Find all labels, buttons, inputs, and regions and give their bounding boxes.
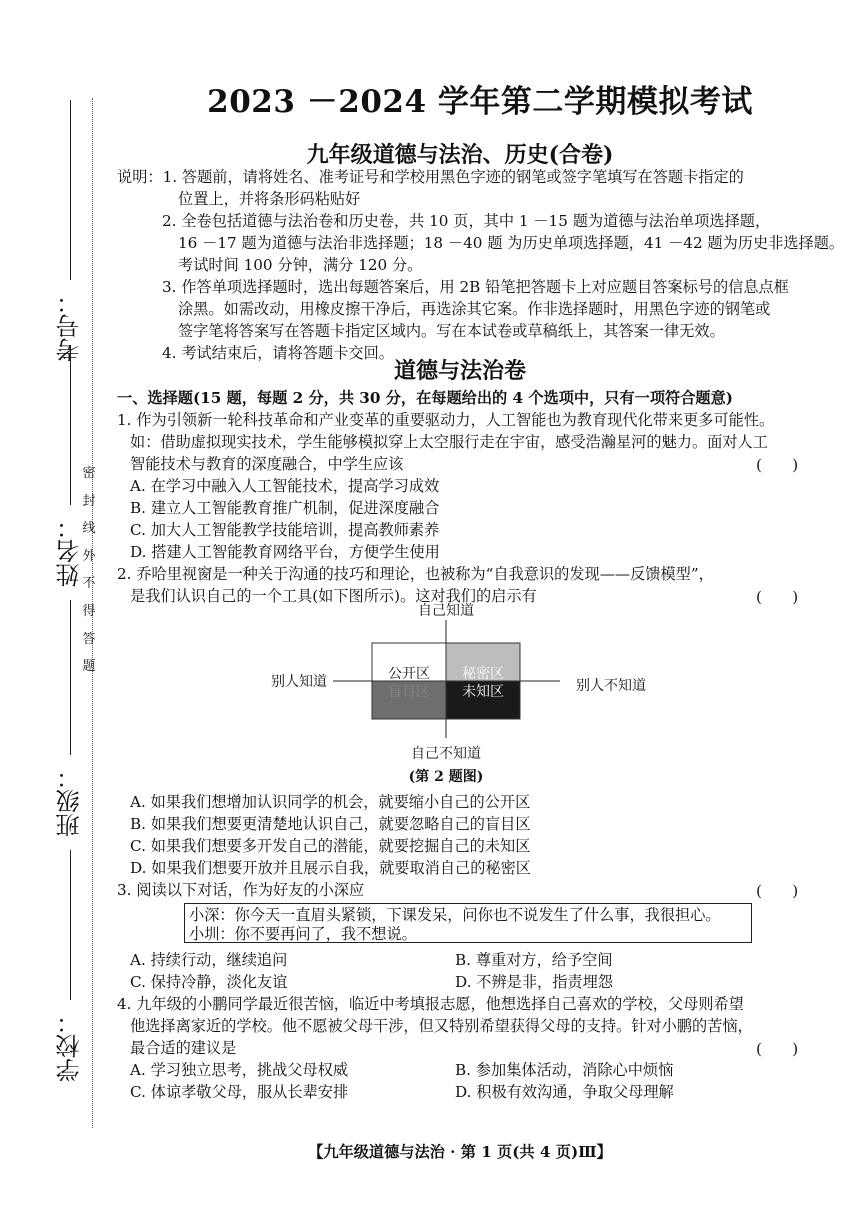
question-2-option-c[interactable]: C. 如果我们想要多开发自己的潜能，就要挖掘自己的未知区 [130,837,531,855]
instruction-line: 4. 考试结束后，请将答题卡交回。 [162,344,394,362]
question-2-option-b[interactable]: B. 如果我们想要更清楚地认识自己，就要忽略自己的盲目区 [130,815,531,833]
quadrant-blind-label: 盲目区 [388,684,430,700]
question-1-option-d[interactable]: D. 搭建人工智能教育网络平台，方便学生使用 [130,543,440,561]
exam-subtitle: 九年级道德与法治、历史(合卷) [306,142,614,168]
instruction-line: 16 －17 题为道德与法治非选择题；18 －40 题 为历史单项选择题，41 －42 题为历史非选择题。 [178,234,845,252]
page-footer: 【九年级道德与法治 · 第 1 页(共 4 页)Ⅲ】 [308,1143,612,1161]
xuexiao-fill-line[interactable] [70,850,71,1000]
figure-caption: (第 2 题图) [408,769,484,785]
kaohao-fill-line[interactable] [70,100,71,280]
question-4-option-b[interactable]: B. 参加集体活动，消除心中烦恼 [455,1061,674,1079]
question-3-option-d[interactable]: D. 不辨是非，指责埋怨 [455,973,613,991]
instruction-line: 3. 作答单项选择题时，选出每题答案后，用 2B 铅笔把答题卡上对应题目答案标号的信息点框 [162,278,789,296]
question-4-option-d[interactable]: D. 积极有效沟通，争取父母理解 [455,1083,674,1101]
question-3-option-b[interactable]: B. 尊重对方，给予空间 [455,951,613,969]
question-2-stem: 2. 乔哈里视窗是一种关于沟通的技巧和理论，也被称为“自我意识的发现——反馈模型”， [117,565,714,583]
instruction-line: 说明：1. 答题前，请将姓名、准考证号和学校用黑色字迹的钢笔或签字笔填写在答题卡指定的 [117,168,744,186]
label-self-unknown: 自己不知道 [411,746,481,762]
quadrant-unknown-label: 未知区 [462,684,504,700]
answer-paren[interactable]: ( ) [756,1040,799,1058]
label-self-known: 自己知道 [418,603,474,619]
dialog-box [184,903,752,943]
label-others-known: 别人知道 [271,674,327,690]
section-heading: 一、选择题(15 题，每题 2 分，共 30 分，在每题给出的 4 个选项中，只有一项符合题意) [117,389,733,407]
question-1-option-a[interactable]: A. 在学习中融入人工智能技术，提高学习成效 [130,477,440,495]
instruction-line: 签字笔将答案写在答题卡指定区域内。写在本试卷或草稿纸上，其答案一律无效。 [178,322,725,340]
question-1-stem: 1. 作为引领新一轮科技革命和产业变革的重要驱动力，人工智能也为教育现代化带来更多可能性。 [117,411,775,429]
label-others-unknown: 别人不知道 [576,678,646,694]
quadrant-open-label: 公开区 [388,666,430,682]
instruction-line: 考试时间 100 分钟，满分 120 分。 [178,256,423,274]
question-2-stem: 是我们认识自己的一个工具(如下图所示)。这对我们的启示有 [130,587,537,605]
question-3-option-a[interactable]: A. 持续行动，继续追问 [130,951,288,969]
johari-window-figure [0,598,860,798]
question-4-stem: 4. 九年级的小鹏同学最近很苦恼，临近中考填报志愿，他想选择自己喜欢的学校，父母则希望 [117,995,744,1013]
exam-title: 2023 －2024 学年第二学期模拟考试 [207,84,753,120]
question-4-option-a[interactable]: A. 学习独立思考，挑战父母权威 [130,1061,349,1079]
question-4-stem: 他选择离家近的学校。他不愿被父母干涉，但又特别希望获得父母的支持。针对小鹏的苦恼， [130,1017,753,1035]
quadrant-secret-label: 秘密区 [462,666,504,682]
seal-text: 密 封 线 外 不 得 答 题 [82,466,96,675]
instruction-line: 涂黑。如需改动，用橡皮擦干净后，再选涂其它案。作非选择题时，用黑色字迹的钢笔或 [178,300,771,318]
dialog-line: 小深：你今天一直眉头紧锁，下课发呆，问你也不说发生了什么事，我很担心。 [189,906,721,924]
xingming-label: 姓名： [56,515,84,587]
question-1-option-c[interactable]: C. 加大人工智能教学技能培训，提高教师素养 [130,521,440,539]
question-1-stem: 智能技术与教育的深度融合，中学生应该 [130,455,404,473]
question-4-stem: 最合适的建议是 [130,1039,237,1057]
question-1-stem: 如：借助虚拟现实技术，学生能够模拟穿上太空服行走在宇宙，感受浩瀚星河的魅力。面对人工 [130,433,768,451]
question-3-stem: 3. 阅读以下对话，作为好友的小深应 [117,881,365,899]
question-2-option-a[interactable]: A. 如果我们想增加认识同学的机会，就要缩小自己的公开区 [130,793,531,811]
answer-paren[interactable]: ( ) [756,456,799,474]
xuexiao-label: 学校： [56,1010,84,1082]
instruction-line: 2. 全卷包括道德与法治卷和历史卷，共 10 页，其中 1 －15 题为道德与法治单项选择题， [162,212,771,230]
question-1-option-b[interactable]: B. 建立人工智能教育推广机制，促进深度融合 [130,499,440,517]
banji-label: 班级： [56,765,84,837]
question-4-option-c[interactable]: C. 体谅孝敬父母，服从长辈安排 [130,1083,349,1101]
kaohao-label: 考号： [56,290,84,362]
question-2-option-d[interactable]: D. 如果我们想要开放并且展示自我，就要取消自己的秘密区 [130,859,531,877]
question-3-option-c[interactable]: C. 保持冷静，淡化友谊 [130,973,288,991]
instruction-line: 位置上，并将条形码粘贴好 [178,190,361,208]
answer-paren[interactable]: ( ) [756,882,799,900]
dialog-line: 小圳：你不要再问了，我不想说。 [189,925,417,943]
section-title: 道德与法治卷 [393,358,526,384]
answer-paren[interactable]: ( ) [756,588,799,606]
